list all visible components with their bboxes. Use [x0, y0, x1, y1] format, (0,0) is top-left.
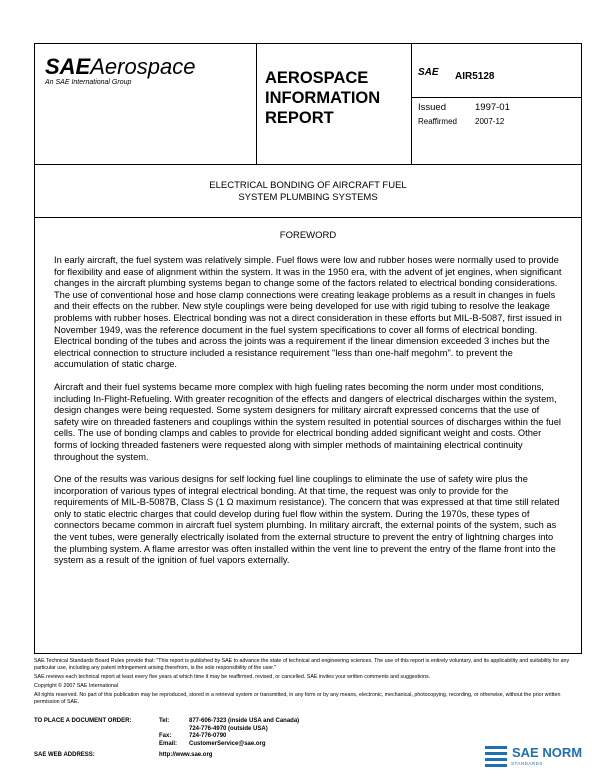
sae-norm-text: SAE NORM	[512, 745, 583, 760]
sae-norm-logo	[482, 741, 592, 773]
sae-aerospace-logo	[45, 56, 195, 86]
logo-subtitle: An SAE International Group	[45, 79, 132, 86]
paragraph: In early aircraft, the fuel system was relatively simple. Fuel flows were low and rubber hoses were normally used to provide for flexibility and ease of alignment within the system. It was in the 1950 era, with the advent of jet engines, when significant changes in the aircraft plumbing systems began to change some of the factors related to electrical bonding considerations. The use of conventional hose and hose clamp connections were creating leakage problems as a result in changes in fuels and their effects on the rubber. New style couplings were being developed for use with rigid tubing to resolve the leakage problems with rubber hoses. Electrical bonding was not a direct consideration in these efforts but MIL-B-5087, first issued in November 1949, was the reference document in the fuel system specifications to cover all forms of electrical bonding. Electrical bonding of the tubes and across the joints was a requirement if the linear dimension exceeded 3 inches but the electrical connection to structure included a resistance requirement "less than one-half megohm". to prevent the accumulation of static charge.	[54, 255, 562, 370]
reaffirmed-value: 2007-12	[475, 117, 505, 126]
logo-word: Aerospace	[90, 54, 196, 79]
document-number: AIR5128	[455, 71, 495, 82]
document-title	[35, 180, 581, 204]
reaffirmed-label: Reaffirmed	[418, 117, 457, 126]
paragraph: Aircraft and their fuel systems became more complex with high fueling rates becoming the norm under most conditions, including In-Flight-Refueling. With greater recognition of the effects and dangers of electrical discharges within the system, design changes were being requested. Some system designers for military aircraft expressed concerns that the use of safety wire on threaded fasteners and couplings within the system resulted in potential sources of discharges within the fuel cells. The use of bonding clamps and cables to provide for electrical bonding added significant weight and costs. Other forms of locking threaded fasteners were requested along with simpler methods of maintaining electrical continuity throughout the system.	[54, 381, 561, 462]
email-label: Email:	[159, 740, 178, 747]
report-title-line: REPORT	[265, 109, 334, 127]
report-type-title	[265, 68, 380, 128]
issued-value: 1997-01	[475, 102, 510, 113]
tel-value[interactable]: 877-606-7323 (inside USA and Canada)	[189, 718, 300, 724]
document-title-line: ELECTRICAL BONDING OF AIRCRAFT FUEL	[209, 180, 407, 191]
web-label: SAE WEB ADDRESS:	[34, 752, 95, 758]
sae-norm-subtext: STANDARDS	[511, 761, 543, 766]
sae-mark-logo: SAE	[418, 67, 439, 78]
sae-norm-icon	[482, 742, 512, 772]
divider	[256, 44, 257, 164]
tel-label: Tel:	[159, 718, 170, 724]
rules-notice: SAE Technical Standards Board Rules provide that: "This report is published by SAE to advance the state of technical and engineering sciences. The use of this report is entirely voluntary, and its applicability and suitability for any particular use, including any patent infringement arising therefrom, is the sole responsibility of the user."	[34, 658, 570, 672]
web-link[interactable]: http://www.sae.org	[159, 752, 213, 758]
rights-notice: All rights reserved. No part of this publication may be reproduced, stored in a retrieval system or transmitted, in any form or by any means, electronic, mechanical, photocopying, recording, or otherwise, without the prior written permission of SAE.	[34, 692, 561, 706]
divider	[411, 97, 581, 98]
review-notice: SAE reviews each technical report at least every five years at which time it may be reaffirmed, revised, or cancelled. SAE invites your written comments and suggestions.	[34, 674, 431, 681]
fax-label: Fax:	[159, 733, 172, 740]
paragraph: One of the results was various designs for self locking fuel line couplings to eliminate the use of safety wire plus the incorporation of various types of integral electrical bonding. At that time, the request was only to provide for the requirements of MIL-B-5087B, Class S (1 Ω maximum resistance). The concern that was expressed at that time still related only to static electric charges that could develop during fuel flow within the system. During the 1970s, these types of connectors became common in aircraft fuel system plumbing. In military aircraft, the external points of the system, such as the vent tubes, were generally electrically isolated from the external structure to prevent the entry of lightning charges into the plumbing system. A flame arrestor was often installed within the vent line to prevent the entry of the flame front into the system as a result of the ignition of fuel vapors externally.	[54, 474, 560, 566]
fax-value: 724-776-0790	[189, 733, 227, 740]
foreword-heading: FOREWORD	[279, 230, 337, 241]
header-row	[35, 44, 581, 165]
issued-label: Issued	[418, 102, 446, 113]
foreword-body	[54, 255, 562, 578]
tel2-value[interactable]: 724-776-4970 (outside USA)	[189, 725, 268, 732]
document-frame	[34, 43, 582, 654]
footer-notice	[34, 658, 582, 709]
report-title-line: AEROSPACE	[265, 69, 369, 87]
document-title-line: SYSTEM PLUMBING SYSTEMS	[238, 192, 378, 203]
divider	[411, 44, 412, 164]
logo-brand: SAE	[45, 54, 91, 79]
copyright: Copyright © 2007 SAE International	[34, 683, 118, 690]
report-title-line: INFORMATION	[265, 89, 381, 107]
email-link[interactable]: CustomerService@sae.org	[189, 740, 266, 747]
document-title-row	[35, 164, 581, 218]
order-heading: TO PLACE A DOCUMENT ORDER:	[34, 718, 132, 724]
order-contact	[34, 718, 299, 748]
